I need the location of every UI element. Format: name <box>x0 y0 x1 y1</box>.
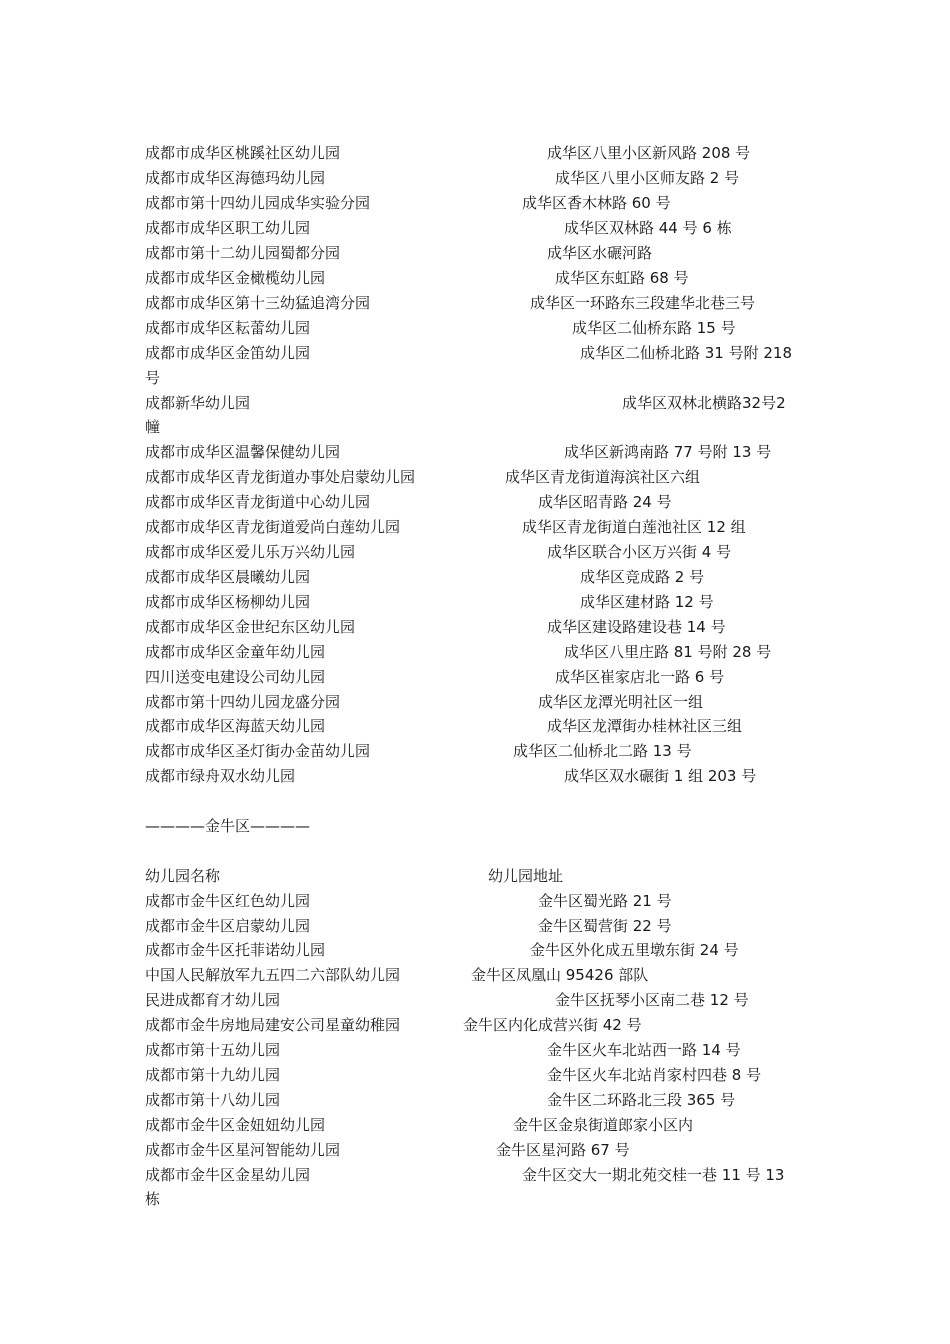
kindergarten-address: 成华区新鸿南路 77 号附 13 号 <box>564 443 772 461</box>
kindergarten-name: 成都市第十九幼儿园 <box>145 1066 281 1084</box>
kindergarten-address: 成华区水碾河路 <box>547 244 653 262</box>
kindergarten-name: 成都市金牛区红色幼儿园 <box>145 892 311 910</box>
kindergarten-name: 成都市成华区温馨保健幼儿园 <box>145 443 341 461</box>
kindergarten-name: 成都市金牛区金星幼儿园 <box>145 1166 311 1184</box>
kindergarten-name: 成都市成华区桃蹊社区幼儿园 <box>145 144 341 162</box>
kindergarten-address: 金牛区蜀光路 21 号 <box>538 892 672 910</box>
kindergarten-name: 成都市成华区海蓝天幼儿园 <box>145 717 326 735</box>
kindergarten-address: 成华区昭青路 24 号 <box>538 493 672 511</box>
kindergarten-address: 金牛区内化成营兴街 42 号 <box>463 1016 642 1034</box>
kindergarten-name: 成都市成华区青龙街道办事处启蒙幼儿园 <box>145 468 416 486</box>
kindergarten-address: 金牛区火车北站肖家村四巷 8 号 <box>547 1066 762 1084</box>
kindergarten-address: 成华区一环路东三段建华北巷三号 <box>530 294 756 312</box>
kindergarten-name: 成都市成华区耘蕾幼儿园 <box>145 319 311 337</box>
kindergarten-name: 成都市成华区金世纪东区幼儿园 <box>145 618 356 636</box>
kindergarten-name: 四川送变电建设公司幼儿园 <box>145 668 326 686</box>
kindergarten-address: 金牛区抚琴小区南二巷 12 号 <box>555 991 749 1009</box>
kindergarten-name: 成都市第十四幼儿园龙盛分园 <box>145 693 341 711</box>
kindergarten-address: 成华区竞成路 2 号 <box>580 568 705 586</box>
kindergarten-address-wrap: 栋 <box>145 1190 161 1208</box>
kindergarten-name: 成都市金牛区托菲诺幼儿园 <box>145 941 326 959</box>
kindergarten-address: 金牛区金泉街道郎家小区内 <box>513 1116 694 1134</box>
kindergarten-address: 金牛区交大一期北苑交桂一巷 11 号 13 <box>522 1166 785 1184</box>
kindergarten-address: 成华区建材路 12 号 <box>580 593 714 611</box>
kindergarten-address: 成华区双水碾街 1 组 203 号 <box>564 767 757 785</box>
kindergarten-name: 成都市成华区晨曦幼儿园 <box>145 568 311 586</box>
kindergarten-name: 成都市成华区杨柳幼儿园 <box>145 593 311 611</box>
kindergarten-address: 成华区八里小区新风路 208 号 <box>547 144 751 162</box>
column-header-name: 幼儿园名称 <box>145 867 221 885</box>
kindergarten-address: 成华区二仙桥北二路 13 号 <box>513 742 692 760</box>
kindergarten-name: 成都市金牛区启蒙幼儿园 <box>145 917 311 935</box>
kindergarten-address: 成华区龙潭光明社区一组 <box>538 693 704 711</box>
kindergarten-address: 成华区八里小区师友路 2 号 <box>555 169 740 187</box>
kindergarten-name: 成都市成华区职工幼儿园 <box>145 219 311 237</box>
kindergarten-name: 成都市金牛区金妞妞幼儿园 <box>145 1116 326 1134</box>
kindergarten-address: 成华区二仙桥北路 31 号附 218 <box>580 344 793 362</box>
kindergarten-address: 成华区东虹路 68 号 <box>555 269 689 287</box>
kindergarten-name: 成都市成华区金橄榄幼儿园 <box>145 269 326 287</box>
kindergarten-name: 成都市成华区金笛幼儿园 <box>145 344 311 362</box>
kindergarten-name: 民进成都育才幼儿园 <box>145 991 281 1009</box>
kindergarten-name: 成都市成华区第十三幼猛追湾分园 <box>145 294 371 312</box>
kindergarten-name: 成都市成华区圣灯街办金苗幼儿园 <box>145 742 371 760</box>
section-heading-jinniu: ————金牛区———— <box>145 817 311 835</box>
kindergarten-name: 成都市第十八幼儿园 <box>145 1091 281 1109</box>
kindergarten-name: 成都市第十五幼儿园 <box>145 1041 281 1059</box>
kindergarten-name: 成都市成华区爱儿乐万兴幼儿园 <box>145 543 356 561</box>
kindergarten-name: 成都市第十四幼儿园成华实验分园 <box>145 194 371 212</box>
kindergarten-address: 成华区香木林路 60 号 <box>522 194 671 212</box>
kindergarten-name: 成都市绿舟双水幼儿园 <box>145 767 296 785</box>
kindergarten-name: 成都新华幼儿园 <box>145 394 251 412</box>
kindergarten-name: 成都市成华区海德玛幼儿园 <box>145 169 326 187</box>
kindergarten-address: 金牛区火车北站西一路 14 号 <box>547 1041 741 1059</box>
kindergarten-name: 成都市第十二幼儿园蜀都分园 <box>145 244 341 262</box>
kindergarten-address: 成华区八里庄路 81 号附 28 号 <box>564 643 772 661</box>
kindergarten-address-wrap: 号 <box>145 369 161 387</box>
kindergarten-name: 成都市金牛房地局建安公司星童幼稚园 <box>145 1016 401 1034</box>
kindergarten-address: 成华区二仙桥东路 15 号 <box>572 319 736 337</box>
kindergarten-name: 中国人民解放军九五四二六部队幼儿园 <box>145 966 401 984</box>
kindergarten-address: 成华区龙潭街办桂林社区三组 <box>547 717 743 735</box>
kindergarten-address: 成华区双林路 44 号 6 栋 <box>564 219 732 237</box>
kindergarten-address: 金牛区凤凰山 95426 部队 <box>471 966 649 984</box>
kindergarten-address: 成华区建设路建设巷 14 号 <box>547 618 726 636</box>
kindergarten-address-wrap: 幢 <box>145 418 161 436</box>
kindergarten-address: 金牛区外化成五里墩东街 24 号 <box>530 941 739 959</box>
kindergarten-address: 成华区联合小区万兴街 4 号 <box>547 543 732 561</box>
column-header-address: 幼儿园地址 <box>488 867 564 885</box>
kindergarten-address: 成华区双林北横路32号2 <box>622 394 786 412</box>
kindergarten-address: 金牛区星河路 67 号 <box>496 1141 630 1159</box>
kindergarten-address: 成华区青龙街道白莲池社区 12 组 <box>522 518 746 536</box>
kindergarten-name: 成都市成华区青龙街道爱尚白莲幼儿园 <box>145 518 401 536</box>
kindergarten-address: 金牛区二环路北三段 365 号 <box>547 1091 736 1109</box>
kindergarten-name: 成都市成华区金童年幼儿园 <box>145 643 326 661</box>
kindergarten-name: 成都市成华区青龙街道中心幼儿园 <box>145 493 371 511</box>
kindergarten-address: 成华区青龙街道海滨社区六组 <box>505 468 701 486</box>
kindergarten-name: 成都市金牛区星河智能幼儿园 <box>145 1141 341 1159</box>
kindergarten-address: 成华区崔家店北一路 6 号 <box>555 668 725 686</box>
kindergarten-address: 金牛区蜀营街 22 号 <box>538 917 672 935</box>
